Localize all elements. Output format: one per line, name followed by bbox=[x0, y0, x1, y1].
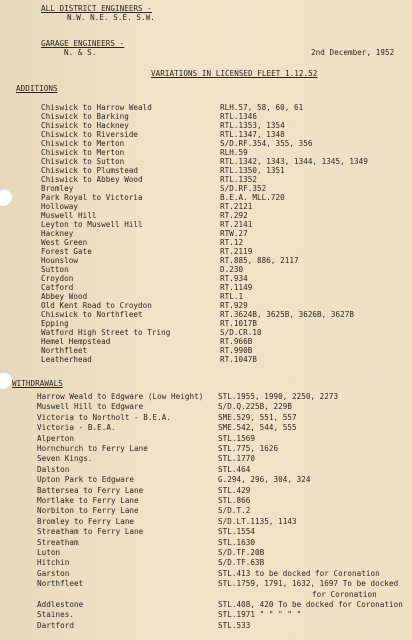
punch-hole bbox=[0, 188, 12, 206]
cc-line-2: N. & S. bbox=[64, 48, 97, 57]
punch-hole bbox=[0, 371, 12, 389]
document-title: VARIATIONS IN LICENSED FLEET 1.12.52 bbox=[151, 69, 318, 78]
cc-line-1: GARAGE ENGINEERS - bbox=[41, 39, 125, 48]
recipient-line-2: N.W. N.E. S.E. S.W. bbox=[67, 13, 155, 22]
document-page: ALL DISTRICT ENGINEERS - N.W. N.E. S.E. S.W. GARAGE ENGINEERS - N. & S. 2nd December, 1952 VARIATIONS IN LICENSED FLEET 1.12.52 ADDITIONS Chiswick to Harrow Weald RLH.57, 58, 60, 61 Chiswick to Barking RTL.1346 Chiswick to Hackney RTL.1353, 1354 Chiswick to Riverside RTL.1347, 1348 Chiswick to Merton S/D.RF.354, 355, 356 Chiswick to Merton RLH.59 Chiswick to Sutton RTL.1342, 1343, 1344, 1345, 1349 Chiswick to Plumstead RTL.1350, 1351 Chiswick to Abbey Wood RTL.1352 Bromley S/D.RF.352 Park Royal to Victoria B.E.A. MLL.720 Holloway RT.2121 Muswell Hill RT.292 Leyton to Muswell Hill RT.2141 Hackney RTW.27 West Green RT.12 Forest Gate RT.2119 Hounslow RT.885, 886, 2117 Sutton D.230 Croydon RT.934 Catford RT.1149 Abbey Wood RTL.1 Old Kent Road to Croydon RT.929 Chiswick to Northfleet RT.3624B, 3625B, 3626B, 3627B Epping RT.1017B Watford High Street to Tring S/D.CR.10 Hemel Hempstead RT.966B Northfleet RT.990B Leatherhead RT.1047B WITHDRAWALS Harrow Weald to Edgware (Low Height) STL.1955, 1990, 2250, 2273 Muswell Hill to Edgware S/D.Q.225B, 229B Victoria to Northolt - B.E.A. SME.529, 551, 557 Victoria - B.E.A. SME.542, 544, 555 Alperton STL.1569 Hornchurch to Ferry Lane STL.775, 1626 Seven Kings. STL.1770 Dalston STL.464 Upton Park to Edgware G.294, 296, 304, 324 Battersea to Ferry Lane STL.429 Mortlake to Ferry Lane STL.866 Norbiton to Ferry Lane S/D.T.2 Bromley to Ferry Lane S/D.LT.1135, 1143 Streatham to Ferry Lane STL.1554 Streatham STL.1630 Luton S/D.TF.20B Hitchin S/D.TF.63B Garston STL.413 to be docked for Coronation Northfleet STL.1759, 1791, 1632, 1697 To be docked for Coronation Addlestone STL.408, 420 To be docked for Coronation Staines. STL.1971 " " " " " Dartford STL.533 bbox=[0, 0, 412, 640]
document-date: 2nd December, 1952 bbox=[311, 48, 395, 57]
withdrawals-heading: WITHDRAWALS bbox=[12, 379, 63, 388]
additions-heading: ADDITIONS bbox=[16, 84, 58, 93]
recipient-line-1: ALL DISTRICT ENGINEERS - bbox=[41, 4, 152, 13]
